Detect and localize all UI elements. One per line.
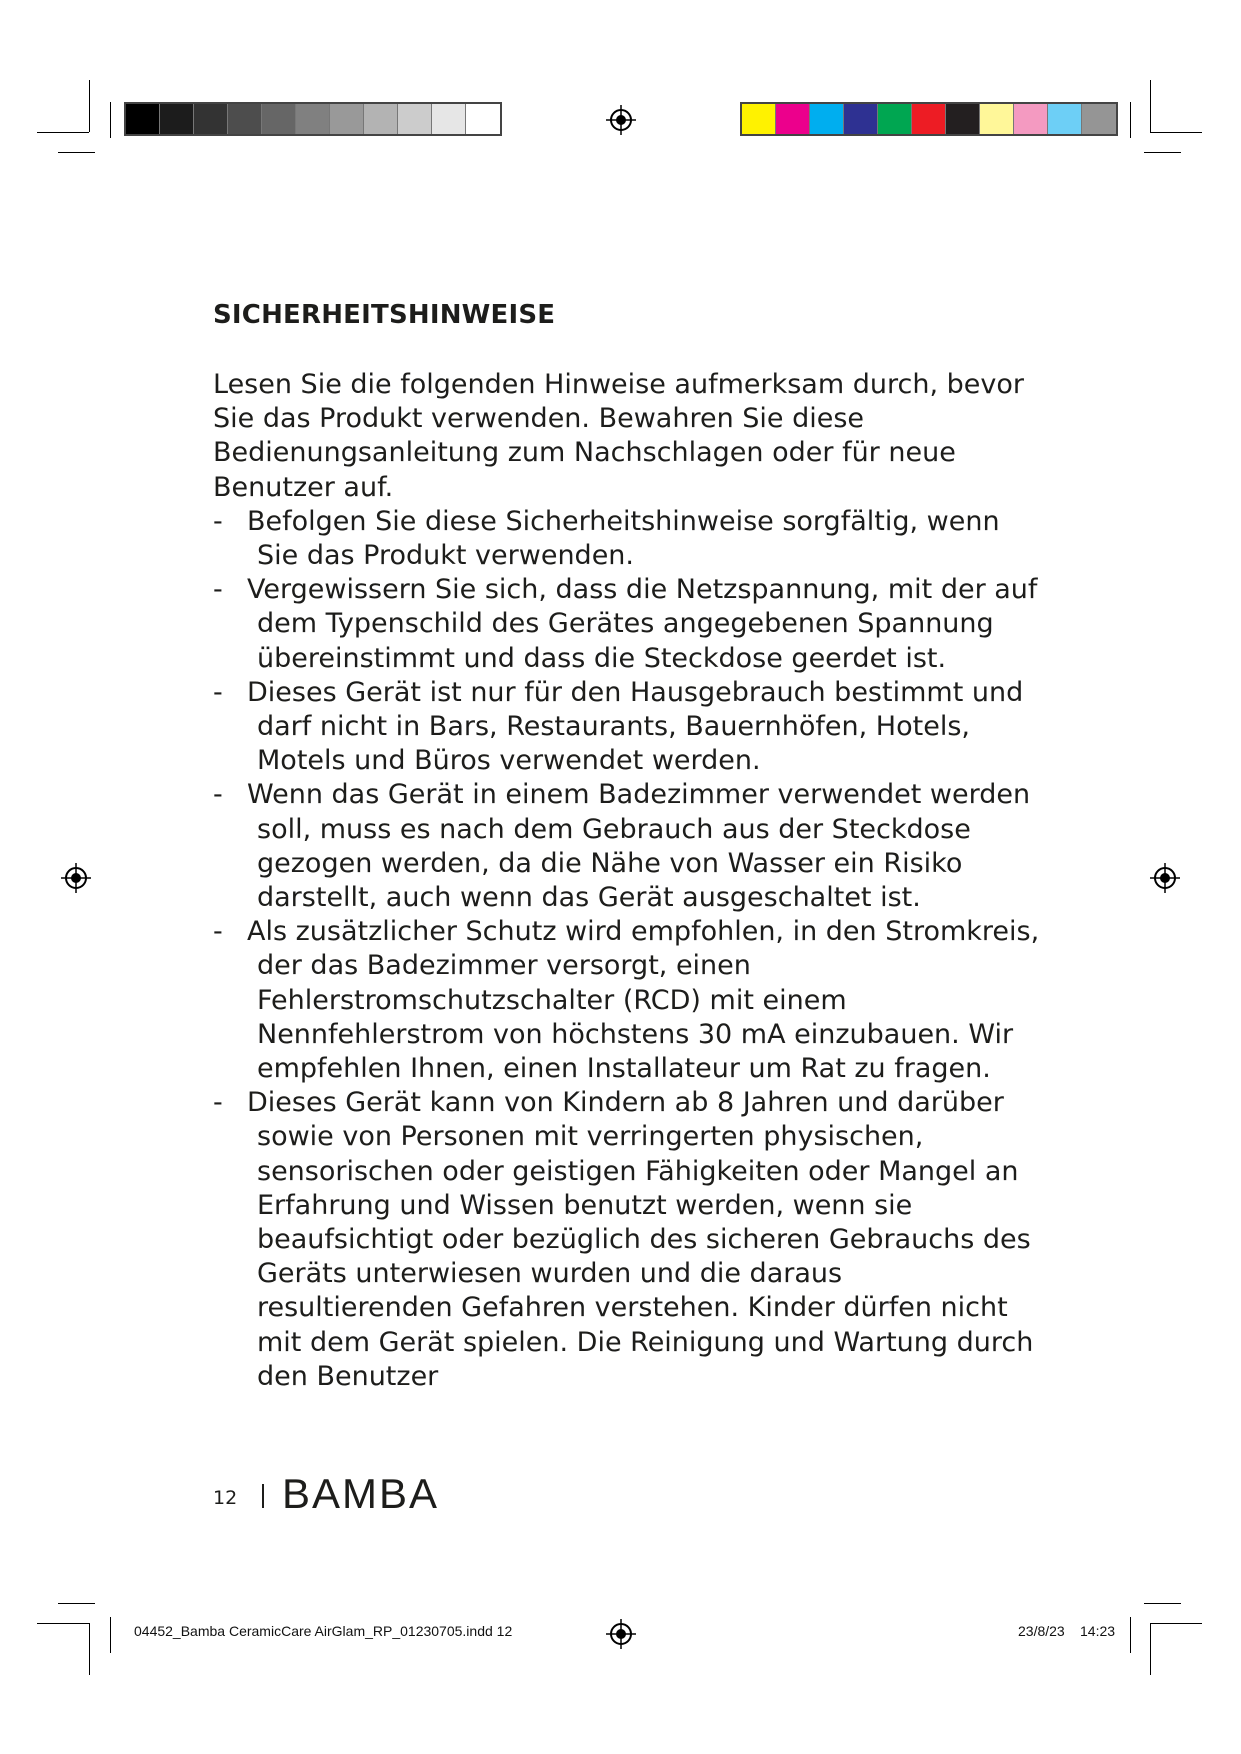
crop-mark (58, 1603, 95, 1604)
list-item (213, 1086, 1043, 1394)
intro-paragraph: Lesen Sie die folgenden Hinweise aufmerksam durch, bevor Sie das Produkt verwenden. Bewahren Sie diese Bedienungsanleitung zum Nachschlagen oder für neue Benutzer auf. (213, 369, 1024, 503)
color-swatch (878, 104, 912, 134)
list-item-text: Als zusätzlicher Schutz wird empfohlen, in den Stromkreis, der das Badezimmer versorgt, einen Fehlerstromschutzschalter (RCD) mit einem Nennfehlerstrom von höchstens 30 mA einzubauen. Wir empfehlen Ihnen, einen Installateur um Rat zu fragen. (247, 916, 1040, 1085)
crop-mark (1150, 1623, 1151, 1675)
color-swatch (262, 104, 296, 134)
safety-list (213, 505, 1043, 1394)
color-swatch (432, 104, 466, 134)
crop-mark (89, 80, 90, 132)
list-item-text: Vergewissern Sie sich, dass die Netzspannung, mit der auf dem Typenschild des Gerätes angegebenen Spannung übereinstimmt und dass die Steckdose geerdet ist. (247, 574, 1038, 674)
color-swatch (912, 104, 946, 134)
list-item (213, 915, 1043, 1086)
color-swatch (160, 104, 194, 134)
color-swatch (126, 104, 160, 134)
color-swatch (296, 104, 330, 134)
list-item-text: Befolgen Sie diese Sicherheitshinweise sorgfältig, wenn Sie das Produkt verwenden. (247, 505, 1000, 572)
crop-mark (89, 1623, 90, 1675)
crop-mark (1144, 1603, 1181, 1604)
document-body (213, 368, 1043, 1394)
registration-mark-icon (61, 863, 91, 893)
list-item-text: Wenn das Gerät in einem Badezimmer verwendet werden soll, muss es nach dem Gebrauch aus der Steckdose gezogen werden, da die Nähe von Wasser ein Risiko darstellt, auch wenn das Gerät ausgeschaltet ist. (247, 779, 1031, 914)
print-slug-time: 14:23 (1080, 1623, 1116, 1639)
color-swatch (1082, 104, 1116, 134)
crop-mark (1130, 1617, 1131, 1653)
list-item (213, 676, 1043, 779)
color-swatch (776, 104, 810, 134)
registration-mark-icon (606, 1619, 636, 1649)
color-swatch (398, 104, 432, 134)
list-item-text: Dieses Gerät kann von Kindern ab 8 Jahren und darüber sowie von Personen mit verringerten physischen, sensorischen oder geistigen Fähigkeiten oder Mangel an Erfahrung und Wissen benutzt werden, wenn sie beaufsichtigt oder bezüglich des sicheren Gebrauchs des Geräts unterwiesen wurden und die daraus resultierenden Gefahren verstehen. Kinder dürfen nicht mit dem Gerät spielen. Die Reinigung und Wartung durch den Benutzer (247, 1087, 1034, 1392)
crop-mark (37, 132, 89, 133)
color-swatch (946, 104, 980, 134)
crop-mark (110, 102, 111, 138)
color-swatch (844, 104, 878, 134)
color-swatch (364, 104, 398, 134)
grayscale-color-bar (124, 102, 502, 136)
list-item (213, 778, 1043, 915)
crop-mark (1144, 152, 1181, 153)
page-number: 12 (213, 1487, 238, 1509)
crop-mark (1150, 1623, 1202, 1624)
color-swatch (810, 104, 844, 134)
process-color-bar (740, 102, 1118, 136)
list-item (213, 573, 1043, 676)
crop-mark (37, 1623, 89, 1624)
color-swatch (228, 104, 262, 134)
crop-mark (1150, 80, 1151, 132)
list-dash: - (213, 916, 223, 948)
list-dash: - (213, 779, 223, 811)
list-dash: - (213, 676, 223, 708)
registration-mark-icon (606, 105, 636, 135)
list-item (213, 505, 1043, 573)
color-swatch (1048, 104, 1082, 134)
print-slug-file: 04452_Bamba CeramicCare AirGlam_RP_01230705.indd 12 (134, 1623, 513, 1639)
brand-logo: BAMBA (282, 1470, 440, 1517)
print-slug-date: 23/8/23 (1018, 1623, 1065, 1639)
color-swatch (330, 104, 364, 134)
list-dash: - (213, 505, 223, 537)
section-heading: SICHERHEITSHINWEISE (213, 300, 556, 330)
color-swatch (466, 104, 500, 134)
list-item-text: Dieses Gerät ist nur für den Hausgebrauch bestimmt und darf nicht in Bars, Restaurants, Bauernhöfen, Hotels, Motels und Büros verwendet werden. (247, 676, 1024, 777)
registration-mark-icon (1150, 863, 1180, 893)
crop-mark (58, 152, 95, 153)
color-swatch (1014, 104, 1048, 134)
footer-divider (262, 1484, 264, 1508)
color-swatch (194, 104, 228, 134)
list-dash: - (213, 574, 223, 606)
crop-mark (110, 1617, 111, 1653)
list-dash: - (213, 1087, 223, 1119)
crop-mark (1130, 102, 1131, 138)
color-swatch (980, 104, 1014, 134)
crop-mark (1150, 132, 1202, 133)
color-swatch (742, 104, 776, 134)
